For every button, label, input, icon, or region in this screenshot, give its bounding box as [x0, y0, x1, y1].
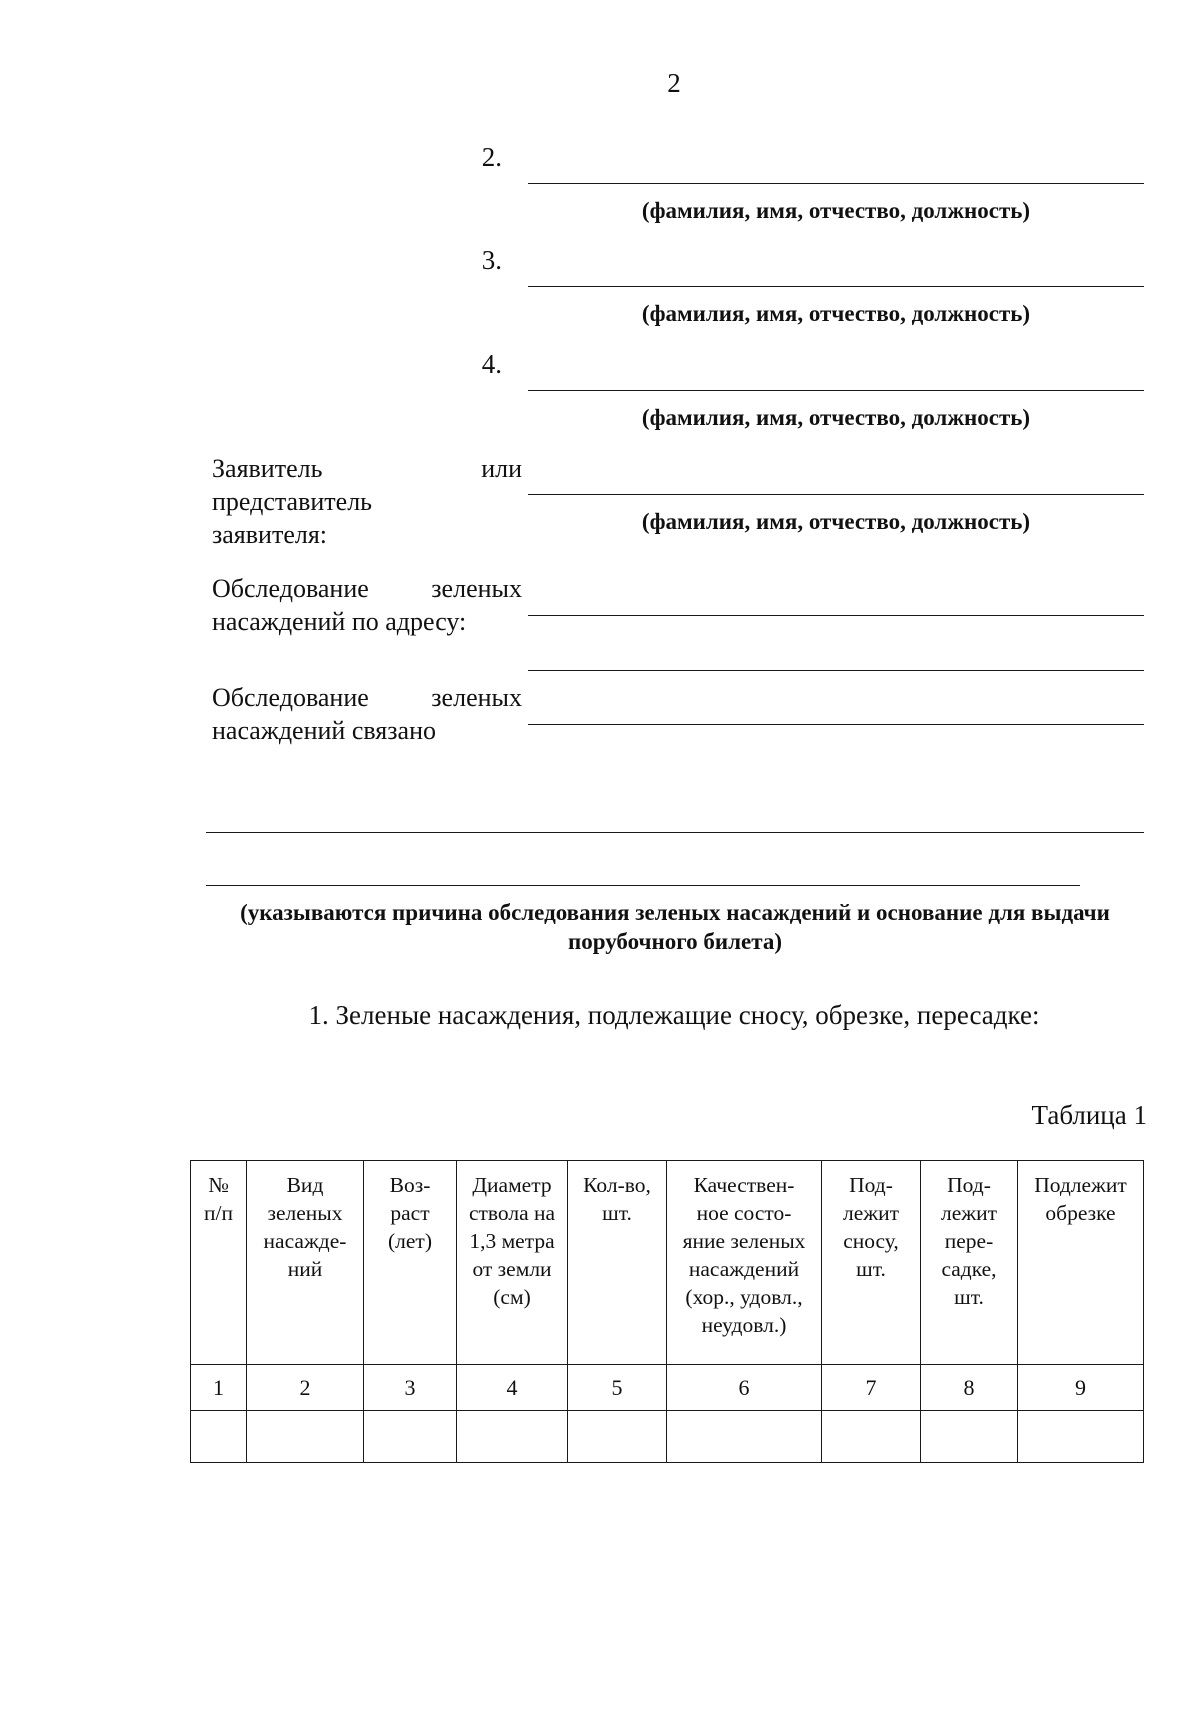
- applicant-label-word: Заявитель: [212, 454, 323, 483]
- table-cell[interactable]: [667, 1411, 822, 1463]
- table-cell[interactable]: [822, 1411, 921, 1463]
- col-header-condition: Качествен- ное состо- яние зеленых насаждений (хор., удовл., неудовл.): [667, 1161, 822, 1365]
- table-cell[interactable]: [364, 1411, 457, 1463]
- table-row: [191, 1411, 1144, 1463]
- table-label: Таблица 1: [1031, 1100, 1147, 1130]
- survey-address-label-line: насаждений по адресу:: [212, 607, 467, 636]
- col-header-quantity: Кол-во, шт.: [568, 1161, 667, 1365]
- commission-item-number: 4.: [481, 349, 502, 379]
- column-number-cell: 2: [247, 1365, 364, 1411]
- col-header-diameter: Диаметр ствола на 1,3 метра от земли (см): [457, 1161, 568, 1365]
- column-number-cell: 7: [822, 1365, 921, 1411]
- commission-item-number: 3.: [481, 245, 502, 275]
- survey-reason-label: [212, 681, 522, 747]
- signature-line[interactable]: [528, 183, 1144, 184]
- col-header-number: № п/п: [191, 1161, 247, 1365]
- column-number-cell: 3: [364, 1365, 457, 1411]
- survey-reason-label-word: зеленых: [431, 683, 522, 712]
- signature-line[interactable]: [528, 286, 1144, 287]
- table-cell[interactable]: [1018, 1411, 1144, 1463]
- col-header-age: Воз- раст (лет): [364, 1161, 457, 1365]
- field-caption: (фамилия, имя, отчество, должность): [641, 301, 1031, 326]
- field-caption: (фамилия, имя, отчество, должность): [641, 509, 1031, 534]
- signature-line[interactable]: [528, 390, 1144, 391]
- survey-address-label-word: зеленых: [431, 574, 522, 603]
- commission-item-number: 2.: [481, 142, 502, 172]
- table-cell[interactable]: [247, 1411, 364, 1463]
- survey-reason-label-line: насаждений связано: [212, 716, 436, 745]
- page-number: 2: [667, 68, 681, 98]
- reason-line[interactable]: [528, 724, 1144, 725]
- field-caption: (фамилия, имя, отчество, должность): [641, 198, 1031, 223]
- table-cell[interactable]: [921, 1411, 1018, 1463]
- applicant-label: [212, 452, 522, 551]
- section-heading: 1. Зеленые насаждения, подлежащие сносу, обрезке, пересадке:: [308, 1000, 1040, 1030]
- reason-caption: порубочного билета): [568, 929, 782, 954]
- trees-table: [190, 1160, 1144, 1463]
- column-number-cell: 9: [1018, 1365, 1144, 1411]
- column-number-cell: 1: [191, 1365, 247, 1411]
- table-cell[interactable]: [191, 1411, 247, 1463]
- applicant-label-line: заявителя:: [212, 520, 328, 549]
- column-number-row: [191, 1365, 1144, 1411]
- address-line[interactable]: [528, 615, 1144, 616]
- table-cell[interactable]: [457, 1411, 568, 1463]
- column-number-cell: 5: [568, 1365, 667, 1411]
- col-header-pruning: Подлежит обрезке: [1018, 1161, 1144, 1365]
- applicant-label-word: или: [481, 454, 522, 483]
- reason-caption: (указываются причина обследования зеленых насаждений и основание для выдачи: [240, 900, 1110, 925]
- survey-address-label: [212, 572, 522, 638]
- field-caption: (фамилия, имя, отчество, должность): [641, 405, 1031, 430]
- survey-address-label-word: Обследование: [212, 574, 369, 603]
- table-header-row: [191, 1161, 1144, 1365]
- reason-line[interactable]: [206, 832, 1144, 833]
- reason-line[interactable]: [206, 885, 1080, 886]
- column-number-cell: 8: [921, 1365, 1018, 1411]
- column-number-cell: 6: [667, 1365, 822, 1411]
- applicant-name-line[interactable]: [528, 494, 1144, 495]
- col-header-transplant: Под- лежит пере- садке, шт.: [921, 1161, 1018, 1365]
- survey-reason-label-word: Обследование: [212, 683, 369, 712]
- col-header-removal: Под- лежит сносу, шт.: [822, 1161, 921, 1365]
- col-header-species: Вид зеленых насажде- ний: [247, 1161, 364, 1365]
- applicant-label-line: представитель: [212, 487, 373, 516]
- column-number-cell: 4: [457, 1365, 568, 1411]
- address-line[interactable]: [528, 670, 1144, 671]
- table-cell[interactable]: [568, 1411, 667, 1463]
